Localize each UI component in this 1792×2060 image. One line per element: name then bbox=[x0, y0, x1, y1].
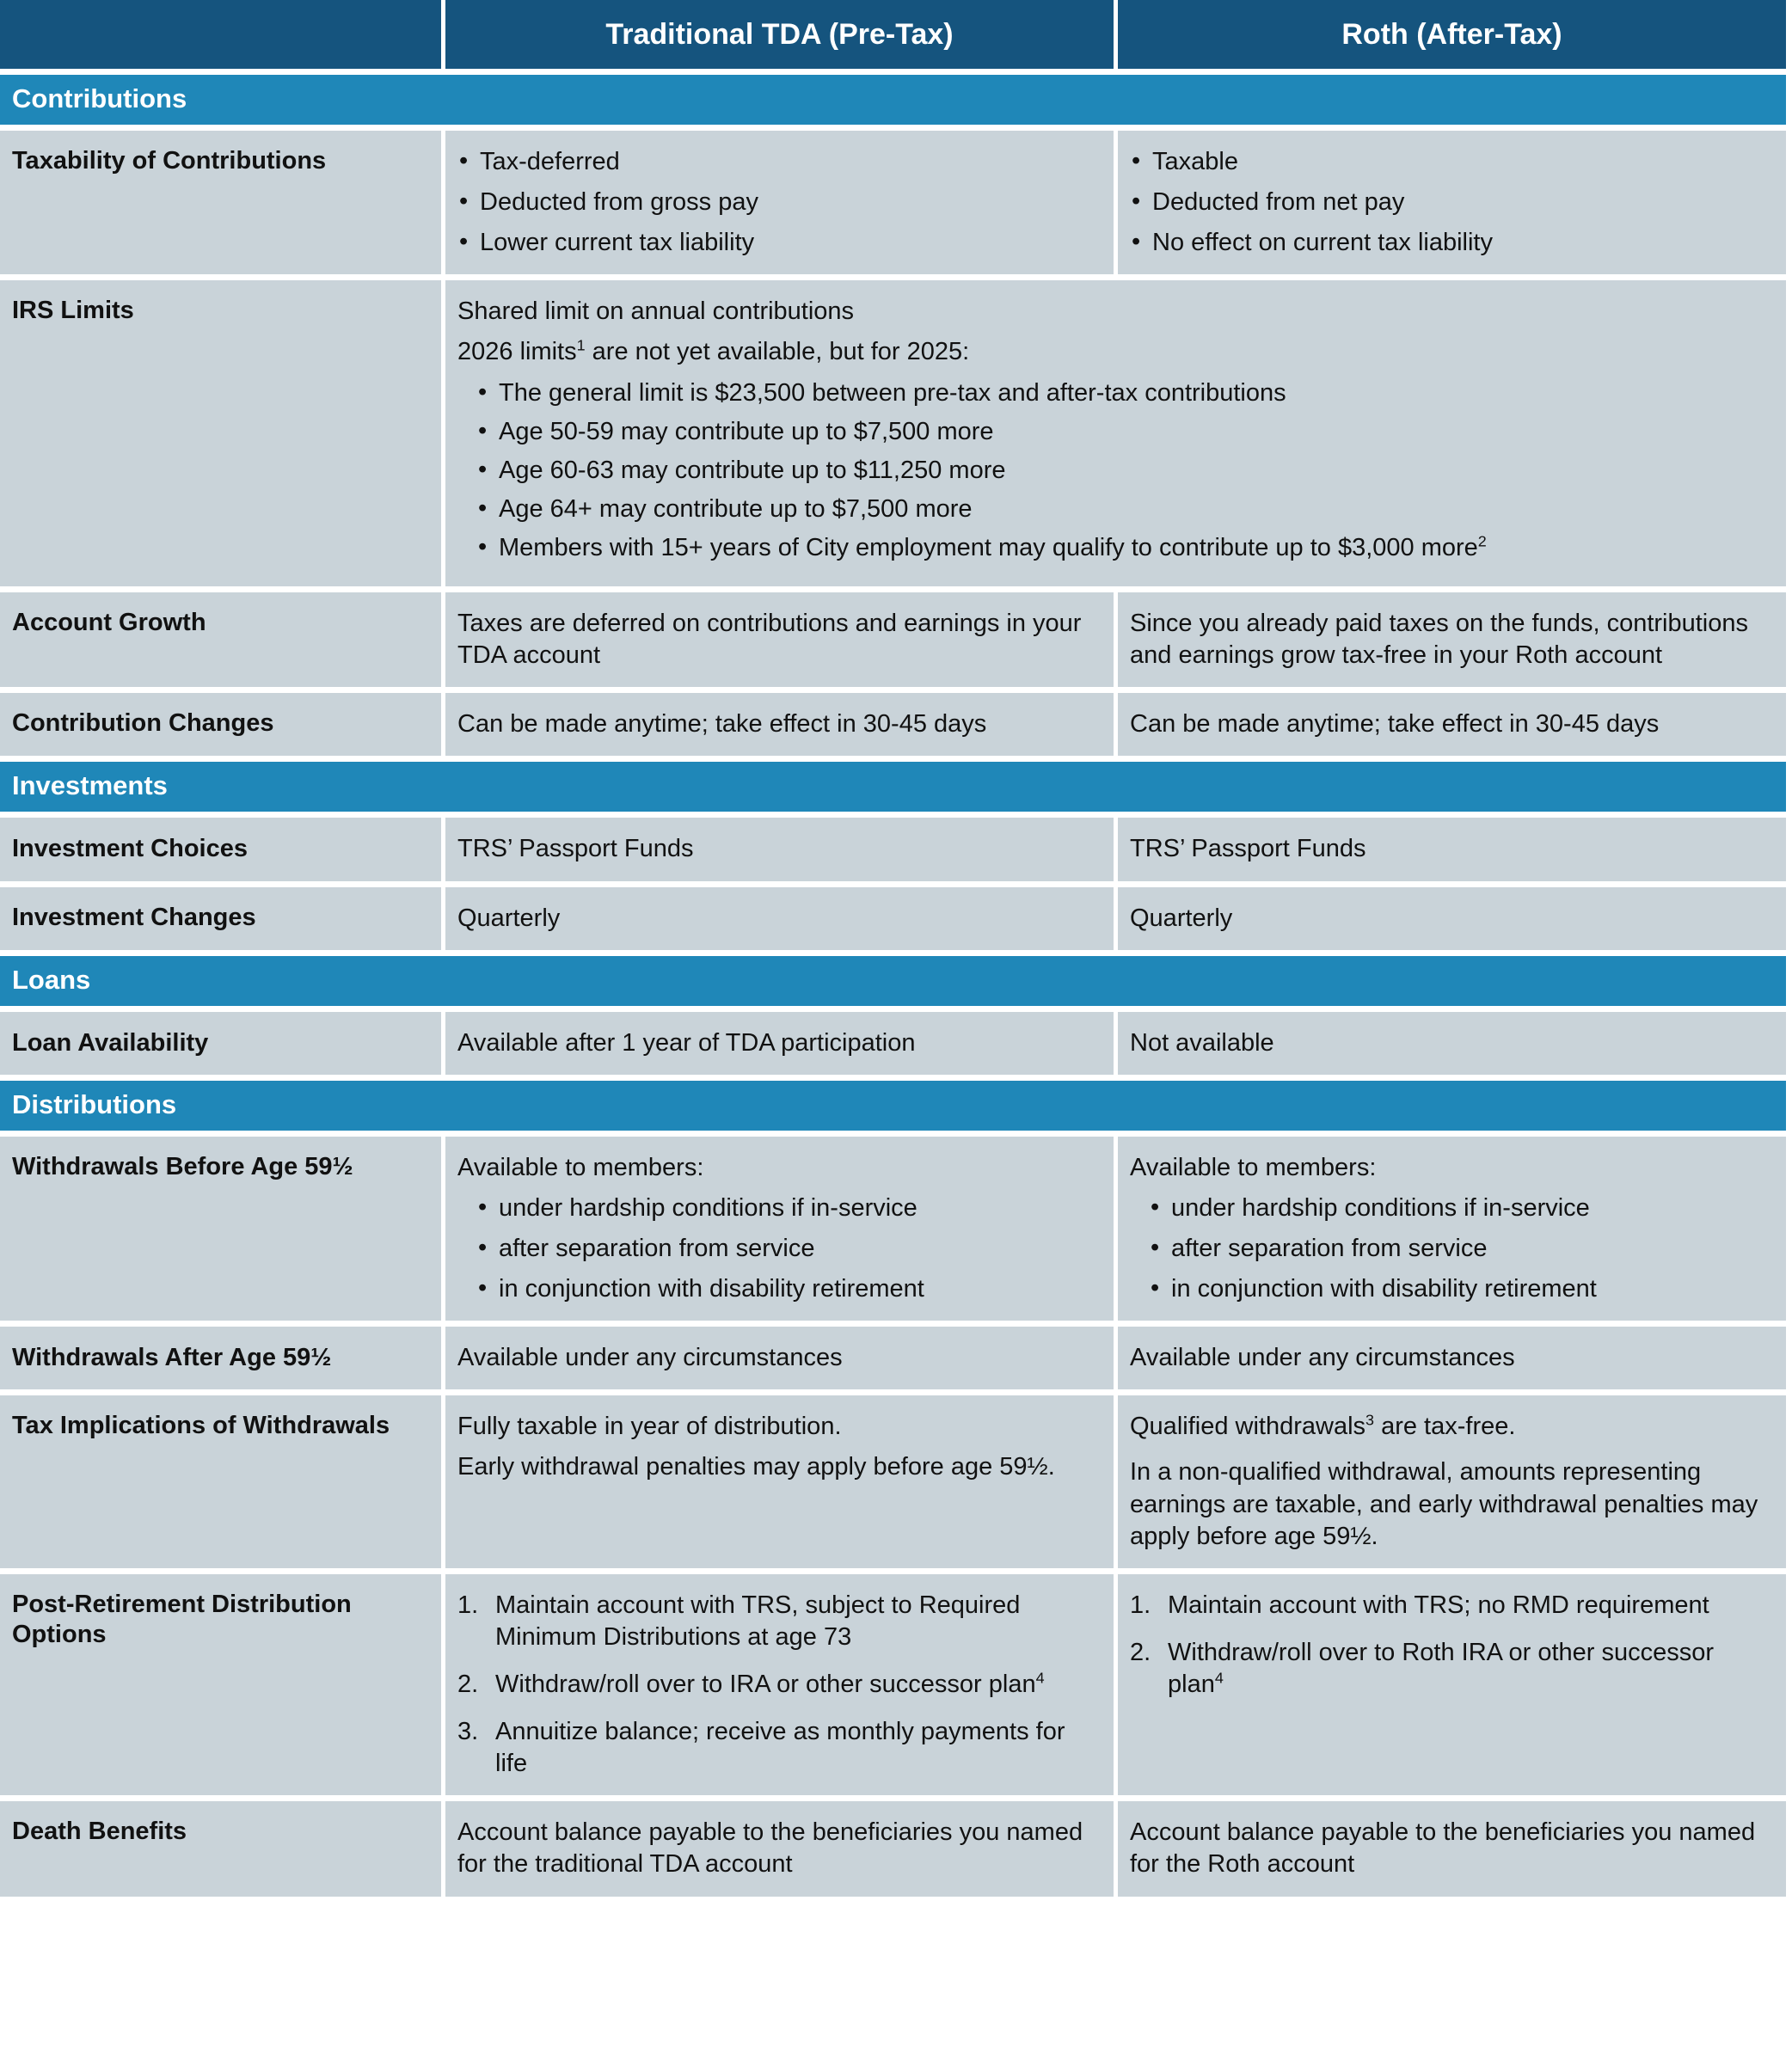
row-label-loan-availability: Loan Availability bbox=[0, 1012, 445, 1075]
cell-taxability-roth bbox=[1118, 131, 1786, 274]
row-label-account-growth: Account Growth bbox=[0, 592, 445, 687]
row-spacer bbox=[0, 1006, 1786, 1012]
bullet-list bbox=[1149, 1192, 1772, 1305]
list-item-text: Withdraw/roll over to Roth IRA or other successor plan bbox=[1168, 1638, 1715, 1698]
withdrawals-before-intro: Available to members: bbox=[457, 1153, 704, 1181]
row-spacer bbox=[0, 756, 1786, 762]
cell-post-retirement-roth bbox=[1118, 1574, 1786, 1796]
irs-limits-line1: Shared limit on annual contributions bbox=[457, 297, 855, 326]
cell-contribution-changes-roth: Can be made anytime; take effect in 30-45 days bbox=[1118, 693, 1786, 756]
list-item: • under hardship conditions if in-service bbox=[1149, 1192, 1772, 1224]
cell-withdrawals-before-roth bbox=[1118, 1137, 1786, 1321]
bullet-list bbox=[476, 377, 1772, 565]
footnote-marker-4: 4 bbox=[1214, 1669, 1224, 1687]
list-item bbox=[457, 1716, 1100, 1780]
row-label-taxability: Taxability of Contributions bbox=[0, 131, 445, 274]
header-blank-cell bbox=[0, 0, 445, 69]
table-row-account-growth bbox=[0, 592, 1786, 687]
row-spacer bbox=[0, 1795, 1786, 1801]
withdrawals-before-intro: Available to members: bbox=[1130, 1153, 1377, 1181]
cell-withdrawals-after-traditional: Available under any circumstances bbox=[445, 1327, 1118, 1389]
list-item: • Taxable bbox=[1130, 146, 1772, 178]
list-item: • No effect on current tax liability bbox=[1130, 227, 1772, 259]
list-item bbox=[1130, 1637, 1772, 1701]
tax-implications-roth-p1-post: are tax-free. bbox=[1374, 1413, 1516, 1441]
section-label-distributions: Distributions bbox=[0, 1081, 1786, 1131]
list-item: • Tax-deferred bbox=[457, 146, 1100, 178]
footnote-marker-4: 4 bbox=[1035, 1669, 1045, 1687]
header-traditional-tda: Traditional TDA (Pre-Tax) bbox=[445, 0, 1118, 69]
cell-loan-availability-traditional: Available after 1 year of TDA participation bbox=[445, 1012, 1118, 1075]
cell-death-benefits-traditional: Account balance payable to the beneficiaries you named for the traditional TDA account bbox=[445, 1801, 1118, 1896]
row-label-investment-changes: Investment Changes bbox=[0, 887, 445, 950]
row-spacer bbox=[0, 274, 1786, 280]
tax-implications-roth-p1-pre: Qualified withdrawals bbox=[1130, 1413, 1366, 1441]
row-spacer bbox=[0, 687, 1786, 693]
list-item: • in conjunction with disability retirement bbox=[1149, 1273, 1772, 1305]
list-item bbox=[457, 1590, 1100, 1653]
row-spacer bbox=[0, 1389, 1786, 1395]
irs-limits-line2 bbox=[457, 336, 1772, 368]
row-spacer bbox=[0, 881, 1786, 887]
bullet-list bbox=[476, 1192, 1100, 1305]
list-item bbox=[457, 1669, 1100, 1701]
list-item-text: Maintain account with TRS, subject to Required Minimum Distributions at age 73 bbox=[495, 1591, 1021, 1651]
list-item: • Age 64+ may contribute up to $7,500 more bbox=[476, 494, 1772, 525]
header-roth: Roth (After-Tax) bbox=[1118, 0, 1786, 69]
table-row-loan-availability bbox=[0, 1012, 1786, 1075]
table-row-post-retirement bbox=[0, 1574, 1786, 1796]
table-row-irs-limits bbox=[0, 280, 1786, 586]
section-label-loans: Loans bbox=[0, 956, 1786, 1006]
numbered-list bbox=[457, 1590, 1100, 1781]
table-row-investment-choices bbox=[0, 818, 1786, 880]
table-row-withdrawals-after bbox=[0, 1327, 1786, 1389]
row-label-tax-implications: Tax Implications of Withdrawals bbox=[0, 1395, 445, 1567]
irs-limits-line2-post: are not yet available, but for 2025: bbox=[585, 338, 970, 366]
section-header-distributions bbox=[0, 1081, 1786, 1131]
tax-implications-roth-p2: In a non-qualified withdrawal, amounts representing earnings are taxable, and early withdrawal penalties may apply before age 59½. bbox=[1130, 1458, 1758, 1550]
row-label-contribution-changes: Contribution Changes bbox=[0, 693, 445, 756]
list-item bbox=[1130, 1590, 1772, 1622]
row-label-post-retirement: Post-Retirement Distribution Options bbox=[0, 1574, 445, 1796]
row-label-death-benefits: Death Benefits bbox=[0, 1801, 445, 1896]
list-item-text: Members with 15+ years of City employment may qualify to contribute up to $3,000 more bbox=[499, 533, 1478, 561]
cell-death-benefits-roth: Account balance payable to the beneficiaries you named for the Roth account bbox=[1118, 1801, 1786, 1896]
cell-withdrawals-after-roth: Available under any circumstances bbox=[1118, 1327, 1786, 1389]
bullet-list bbox=[457, 146, 1100, 259]
footnote-marker-2: 2 bbox=[1477, 532, 1487, 550]
row-label-withdrawals-after: Withdrawals After Age 59½ bbox=[0, 1327, 445, 1389]
list-item: • Deducted from net pay bbox=[1130, 187, 1772, 218]
row-spacer bbox=[0, 1131, 1786, 1137]
cell-investment-changes-roth: Quarterly bbox=[1118, 887, 1786, 950]
row-spacer bbox=[0, 125, 1786, 131]
numbered-list bbox=[1130, 1590, 1772, 1701]
row-spacer bbox=[0, 1321, 1786, 1327]
table-row-contribution-changes bbox=[0, 693, 1786, 756]
row-spacer bbox=[0, 950, 1786, 956]
cell-account-growth-roth: Since you already paid taxes on the funds, contributions and earnings grow tax-free in your Roth account bbox=[1118, 592, 1786, 687]
section-header-loans bbox=[0, 956, 1786, 1006]
cell-withdrawals-before-traditional bbox=[445, 1137, 1118, 1321]
table-header-row bbox=[0, 0, 1786, 69]
cell-tax-implications-roth bbox=[1118, 1395, 1786, 1567]
table-row-investment-changes bbox=[0, 887, 1786, 950]
cell-account-growth-traditional: Taxes are deferred on contributions and earnings in your TDA account bbox=[445, 592, 1118, 687]
list-item: • Deducted from gross pay bbox=[457, 187, 1100, 218]
table-row-death-benefits bbox=[0, 1801, 1786, 1896]
list-item: • after separation from service bbox=[1149, 1233, 1772, 1265]
list-item-text: Maintain account with TRS; no RMD requirement bbox=[1168, 1591, 1709, 1619]
row-spacer bbox=[0, 69, 1786, 75]
row-label-investment-choices: Investment Choices bbox=[0, 818, 445, 880]
bullet-list bbox=[1130, 146, 1772, 259]
cell-loan-availability-roth: Not available bbox=[1118, 1012, 1786, 1075]
tax-implications-trad-p2: Early withdrawal penalties may apply before age 59½. bbox=[457, 1453, 1055, 1481]
cell-irs-limits-shared bbox=[445, 280, 1786, 586]
section-header-investments bbox=[0, 762, 1786, 812]
list-item-text: Withdraw/roll over to IRA or other successor plan bbox=[495, 1670, 1036, 1698]
cell-post-retirement-traditional bbox=[445, 1574, 1118, 1796]
cell-investment-choices-roth: TRS’ Passport Funds bbox=[1118, 818, 1786, 880]
row-spacer bbox=[0, 1075, 1786, 1081]
table-row-taxability bbox=[0, 131, 1786, 274]
list-item-text: Annuitize balance; receive as monthly payments for life bbox=[495, 1718, 1065, 1778]
list-item bbox=[476, 532, 1772, 564]
row-spacer bbox=[0, 1568, 1786, 1574]
row-spacer bbox=[0, 586, 1786, 592]
cell-tax-implications-traditional bbox=[445, 1395, 1118, 1567]
tax-implications-roth-p1 bbox=[1130, 1411, 1772, 1443]
irs-limits-line2-pre: 2026 limits bbox=[457, 338, 577, 366]
list-item: • after separation from service bbox=[476, 1233, 1100, 1265]
list-item: • Age 50-59 may contribute up to $7,500 more bbox=[476, 416, 1772, 448]
cell-contribution-changes-traditional: Can be made anytime; take effect in 30-45 days bbox=[445, 693, 1118, 756]
cell-investment-choices-traditional: TRS’ Passport Funds bbox=[445, 818, 1118, 880]
section-label-contributions: Contributions bbox=[0, 75, 1786, 125]
row-spacer bbox=[0, 812, 1786, 818]
list-item: • under hardship conditions if in-service bbox=[476, 1192, 1100, 1224]
list-item: • The general limit is $23,500 between pre-tax and after-tax contributions bbox=[476, 377, 1772, 409]
list-item: • in conjunction with disability retirement bbox=[476, 1273, 1100, 1305]
footnote-marker-1: 1 bbox=[576, 336, 586, 354]
section-label-investments: Investments bbox=[0, 762, 1786, 812]
footnote-marker-3: 3 bbox=[1365, 1411, 1375, 1429]
cell-investment-changes-traditional: Quarterly bbox=[445, 887, 1118, 950]
cell-taxability-traditional bbox=[445, 131, 1118, 274]
list-item: • Lower current tax liability bbox=[457, 227, 1100, 259]
list-item: • Age 60-63 may contribute up to $11,250 more bbox=[476, 455, 1772, 487]
table-row-tax-implications bbox=[0, 1395, 1786, 1567]
row-label-irs-limits: IRS Limits bbox=[0, 280, 445, 586]
tax-implications-trad-p1: Fully taxable in year of distribution. bbox=[457, 1413, 842, 1441]
table-row-withdrawals-before bbox=[0, 1137, 1786, 1321]
row-label-withdrawals-before: Withdrawals Before Age 59½ bbox=[0, 1137, 445, 1321]
section-header-contributions bbox=[0, 75, 1786, 125]
